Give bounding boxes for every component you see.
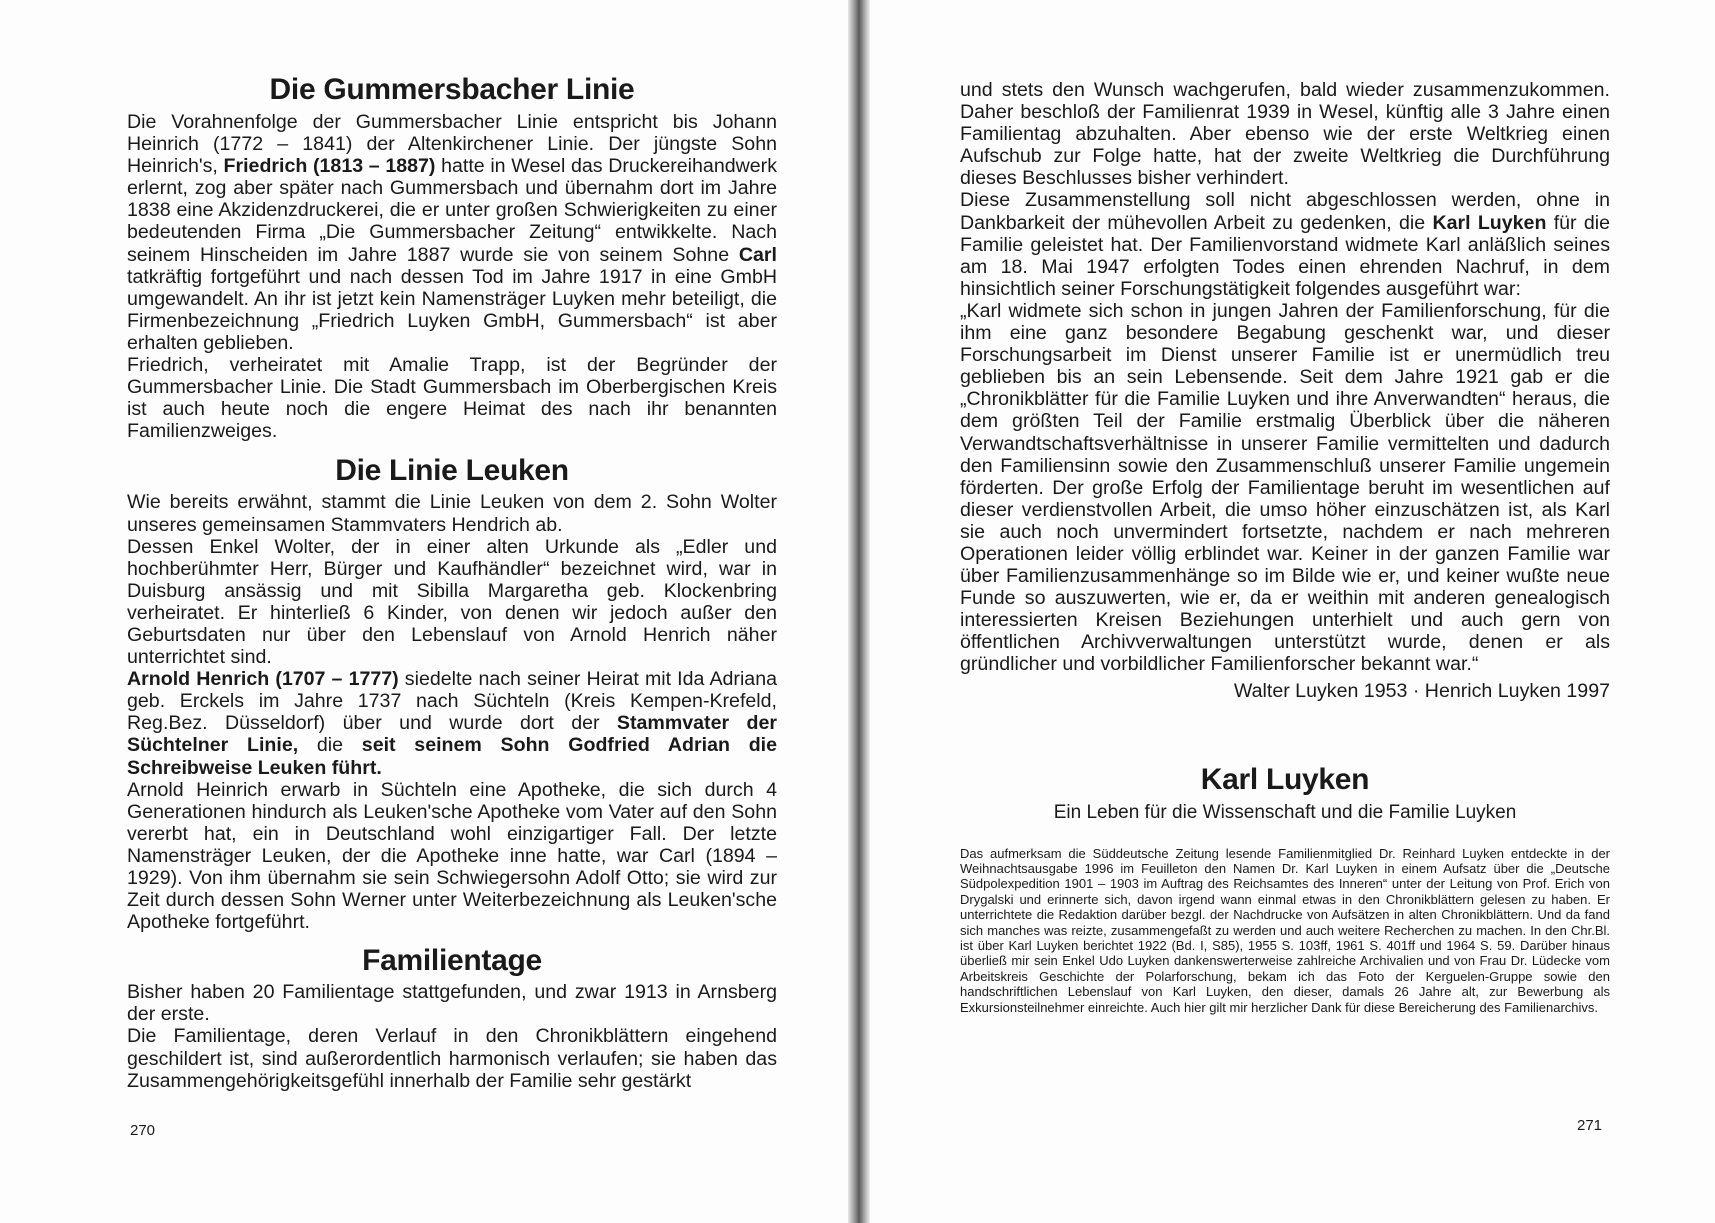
right-text-column: [960, 79, 1610, 1015]
paragraph: und stets den Wunsch wachgerufen, bald wieder zusammenzukommen. Daher beschloß der Familienrat 1939 in Wesel, künftig alle 3 Jahre einen Familientag abzuhalten. Aber ebenso wie der erste Weltkrieg einen Aufschub zur Folge hatte, hat der zweite Weltkrieg die Durchführung dieses Beschlusses bisher verhindert.: [960, 79, 1610, 190]
signature-line: Walter Luyken 1953 · Henrich Luyken 1997: [1233, 679, 1610, 702]
heading-gummersbacher-linie: Die Gummersbacher Linie: [269, 73, 635, 106]
paragraph: Die Vorahnenfolge der Gummersbacher Linie entspricht bis Johann Heinrich (1772 – 1841) der Altenkirchener Linie. Der jüngste Sohn Heinrich's, Friedrich (1813 – 1887) hatte in Wesel das Druckereihandwerk erlernt, zog aber später nach Gummersbach und übernahm dort im Jahre 1838 eine Akzidenzdruckerei, die er unter großen Schwierigkeiten zu einer bedeutenden Firma „Die Gummersbacher Zeitung“ entwikkelte. Nach seinem Hinscheiden im Jahre 1887 wurde sie von seinem Sohne Carl tatkräftig fortgeführt und nach dessen Tod im Jahre 1917 in eine GmbH umgewandelt. An ihr ist jetzt kein Namensträger Luyken mehr beteiligt, die Firmenbezeichnung „Friedrich Luyken GmbH, Gummersbach“ ist aber erhalten geblieben.: [127, 111, 777, 354]
paragraph: Friedrich, verheiratet mit Amalie Trapp, ist der Begründer der Gummersbacher Linie. Die Stadt Gummersbach im Oberbergischen Kreis ist auch heute noch die engere Heimat des nach ihr benannten Familienzweiges.: [127, 354, 777, 443]
small-print-paragraph: Das aufmerksam die Süddeutsche Zeitung lesende Familienmitglied Dr. Reinhard Luyken entdeckte in der Weihnachtsausgabe 1996 im Feuilleton den Namen Dr. Karl Luyken in einem Aufsatz über die „Deutsche Südpolexpedition 1901 – 1903 im Auftrag des Reichsamtes des Inneren“ unter der Leitung von Prof. Erich von Drygalski und erinnerte sich, davon irgend wann einmal etwas in den Chronikblättern gelesen zu haben. Er unterrichtete die Redaktion darüber bezgl. der Nachdrucke von Aufsätzen in alten Chronikblättern. Und da fand sich manches was reizte, zusammengefaßt zu werden und auch weitere Recherchen zu machen. In den Chr.Bl. ist über Karl Luyken berichtet 1922 (Bd. I, S85), 1955 S. 103ff, 1961 S. 401ff und 1964 S. 59. Darüber hinaus überließ mir sein Enkel Udo Luyken dankenswerterweise zahlreiche Archivalien und von Frau Dr. Lüdecke vom Arbeitskreis Geschichte der Polarforschung, bekam ich das Foto der Kerguelen-Gruppe sowie den handschriftlichen Lebenslauf von Karl Luyken, den dieser, damals 26 Jahre alt, zur Bewerbung als Exkursionsteilnehmer einreichte. Auch hier gilt mir herzlicher Dank für diese Bereicherung des Familienarchivs.: [960, 845, 1610, 1015]
paragraph: Die Familientage, deren Verlauf in den Chronikblättern eingehend geschildert ist, sind außerordentlich harmonisch verlaufen; sie haben das Zusammengehörigkeitsgefühl innerhalb der Familie sehr gestärkt: [127, 1025, 777, 1092]
heading-karl-luyken: Karl Luyken: [1200, 762, 1370, 796]
page-number-271: 271: [1577, 1117, 1603, 1134]
paragraph: Arnold Heinrich erwarb in Süchteln eine Apotheke, die sich durch 4 Generationen hindurch als Leuken'sche Apotheke vom Vater auf den Sohn vererbt hat, ein in Deutschland wohl einzigartiger Fall. Der letzte Namensträger Leuken, der die Apotheke inne hatte, war Carl (1894 – 1929). Von ihm übernahm sie sein Schwiegersohn Adolf Otto; sie wird zur Zeit durch dessen Sohn Werner unter Weiterbezeichnung als Leuken'sche Apotheke fortgeführt.: [127, 778, 777, 934]
page-number-270: 270: [130, 1122, 156, 1139]
right-page: [870, 0, 1715, 1223]
heading-linie-leuken: Die Linie Leuken: [335, 454, 569, 488]
subtitle: Ein Leben für die Wissenschaft und die Familie Luyken: [1053, 801, 1517, 823]
left-text-column: [127, 72, 777, 1092]
left-page: [0, 0, 848, 1223]
paragraph: Diese Zusammenstellung soll nicht abgeschlossen werden, ohne in Dankbarkeit der mühevollen Arbeit zu gedenken, die Karl Luyken für die Familie geleistet hat. Der Familienvorstand widmete Karl anläßlich seines am 18. Mai 1947 erfolgten Todes einen ehrenden Nachruf, in dem hinsichtlich seiner Forschungstätigkeit folgendes ausgeführt war:: [960, 189, 1610, 300]
paragraph: Arnold Henrich (1707 – 1777) siedelte nach seiner Heirat mit Ida Adriana geb. Erckels im Jahre 1737 nach Süchteln (Kreis Kempen-Krefeld, Reg.Bez. Düsseldorf) über und wurde dort der Stammvater der Süchtelner Linie, die seit seinem Sohn Godfried Adrian die Schreibweise Leuken führt.: [127, 668, 777, 779]
paragraph: Wie bereits erwähnt, stammt die Linie Leuken von dem 2. Sohn Wolter unseres gemeinsamen Stammvaters Hendrich ab.: [127, 491, 777, 536]
quote-paragraph: „Karl widmete sich schon in jungen Jahren der Familienforschung, für die ihm eine ganz besondere Begabung geschenkt war, und dieser Forschungsarbeit im Dienst unserer Familie ist er unermüdlich treu geblieben bis an sein Lebensende. Seit dem Jahre 1921 gab er die „Chronikblätter für die Familie Luyken und ihre Anverwandten“ heraus, die dem größten Teil der Familie erstmalig Überblick über die näheren Verwandtschaftsverhältnisse in unserer Familie vermittelten und dadurch den Familiensinn sowie den Zusammenschluß unserer Familie ungemein förderten. Der große Erfolg der Familientage beruht im wesentlichen auf dieser verdienstvollen Arbeit, die umso höher einzuschätzen ist, als Karl sie auch noch unvermindert fortsetzte, nachdem er nach mehreren Operationen leider völlig erblindet war. Keiner in der ganzen Familie war über Familienzusammenhänge so im Bilde wie er, und keiner wußte neue Funde so auszuwerten, wie er, da er weithin mit anderen genealogisch interessierten Kreisen Beziehungen unterhielt und auch gern von öffentlichen Archivverwaltungen unterstützt wurde, denen er als gründlicher und vorbildlicher Familienforscher bekannt war.“: [960, 299, 1610, 676]
book-gutter: [848, 0, 870, 1223]
paragraph: Dessen Enkel Wolter, der in einer alten Urkunde als „Edler und hochberühmter Herr, Bürger und Kaufhändler“ bezeichnet wird, war in Duisburg ansässig und mit Sibilla Margaretha geb. Klockenbring verheiratet. Er hinterließ 6 Kinder, von denen wir jedoch außer den Geburtsdaten nur über den Lebenslauf von Arnold Henrich näher unterrichtet sind.: [127, 535, 777, 669]
paragraph: Bisher haben 20 Familientage stattgefunden, und zwar 1913 in Arnsberg der erste.: [127, 981, 777, 1026]
heading-familientage: Familientage: [362, 944, 542, 978]
